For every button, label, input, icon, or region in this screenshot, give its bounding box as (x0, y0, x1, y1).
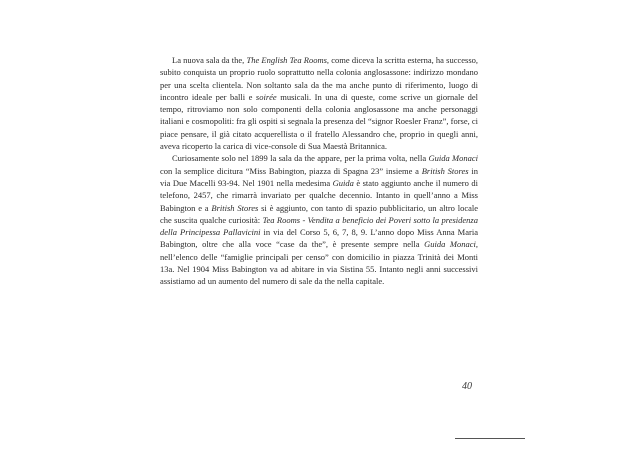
page-number: 40 (462, 381, 472, 392)
italic-run: soirée (255, 91, 277, 102)
italic-run: British Stores (421, 165, 469, 176)
italic-run: Tea Rooms - Vendita a beneficio dei Poveri sotto la presidenza della Principessa Pallavicini (160, 214, 478, 238)
footer-rule (455, 438, 525, 439)
paragraph-2: Curiosamente solo nel 1899 la sala da the appare, per la prima volta, nella Guida Monaci con la semplice dicitura “Miss Babington, piazza di Spagna 23” insieme a British Stores in via Due Macelli 93-94. Nel 1901 nella medesima Guida è stato aggiunto anche il numero di telefono, 2457, che rimarrà invariato per qualche decennio. Intanto in quell’anno a Miss Babington e a British Stores si è aggiunto, con tanto di spazio pubblicitario, un altro locale che suscita qualche curiosità: Tea Rooms - Vendita a beneficio dei Poveri sotto la presidenza della Principessa Pallavicini in via del Corso 5, 6, 7, 8, 9. L’anno dopo Miss Anna Maria Babington, oltre che alla voce “case da the”, è presente sempre nella Guida Monaci, nell’elenco delle “famiglie principali per censo” con domicilio in piazza Trinità dei Monti 13a. Nel 1904 Miss Babington va ad abitare in via Sistina 55. Intanto negli anni successivi assistiamo ad un aumento del numero di sale da the nella capitale. (160, 153, 479, 287)
italic-run: Guida Monaci (424, 239, 476, 250)
paragraph-1: La nuova sala da the, The English Tea Rooms, come diceva la scritta esterna, ha successo, subito conquista un proprio ruolo soprattutto nella colonia anglosassone: indirizzo mondano per una scelta clientela. Non soltanto sala da the ma anche punto di riferimento, luogo di incontro ideale per balli e soirée musicali. In una di queste, come scrive un giornale del tempo, ritroviamo non solo componenti della colonia anglosassone ma anche personaggi italiani e cosmopoliti: fra gli ospiti si segnala la presenza del “signor Roesler Franz”, forse, ci piace pensare, il già citato acquerellista o il fratello Alessandro che, proprio in quegli anni, aveva ricoperto la carica di vice-console di Sua Maestà Britannica. (160, 55, 479, 152)
body-text (160, 54, 478, 288)
italic-run: British Stores (211, 202, 259, 213)
italic-run: Guida (332, 177, 354, 188)
italic-run: Guida Monaci (428, 153, 479, 164)
italic-run: The English Tea Rooms (246, 55, 327, 65)
